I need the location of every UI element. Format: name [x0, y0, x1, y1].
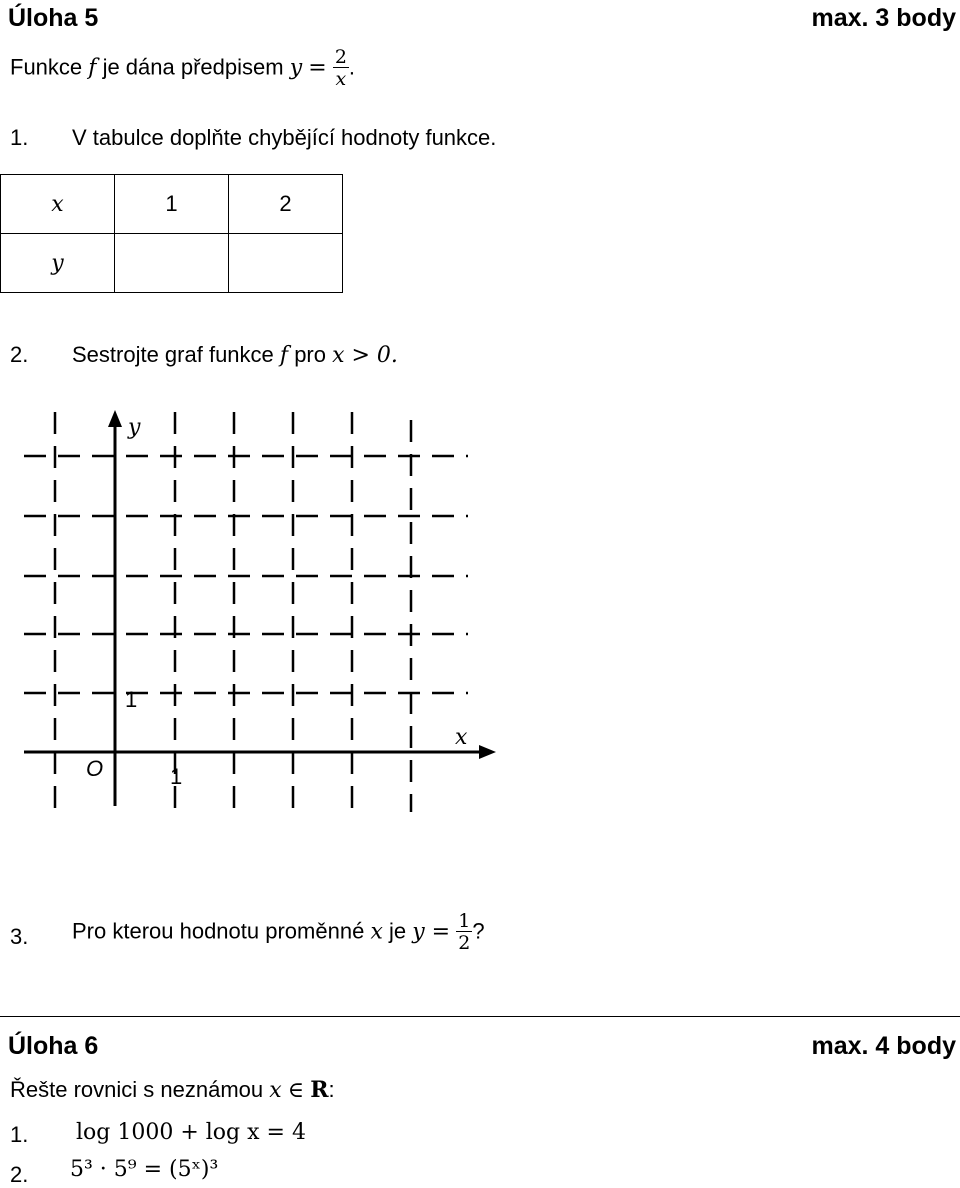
y-tick-label: 1	[125, 687, 138, 712]
task5-points: max. 3 body	[811, 4, 956, 32]
task6-q2-equation: 5³ · 5⁹ = (5ˣ)³	[70, 1157, 219, 1182]
table-y-value-2[interactable]	[229, 234, 343, 293]
task5-intro	[10, 48, 355, 89]
y-axis-arrow-icon	[108, 410, 122, 427]
q2-number: 2.	[10, 342, 29, 367]
task6-intro-text: Řešte rovnici s neznámou	[10, 1077, 264, 1102]
q2-pro: pro	[294, 342, 326, 367]
intro-y: y	[289, 55, 303, 81]
q3-text	[72, 912, 485, 953]
table-y-value-1[interactable]	[115, 234, 229, 293]
q1-text: V tabulce doplňte chybějící hodnoty funkce.	[72, 125, 497, 150]
q2-condition: x > 0.	[332, 343, 398, 368]
task6-points: max. 4 body	[811, 1032, 956, 1060]
table-x-value-2: 2	[229, 175, 343, 234]
task6-intro-x: x	[269, 1078, 282, 1103]
q2-text-main: Sestrojte graf funkce	[72, 342, 274, 367]
q3-end: ?	[472, 918, 485, 944]
intro-f: f	[88, 55, 97, 81]
task6-q1-number: 1.	[10, 1122, 29, 1147]
x-axis-arrow-icon	[479, 745, 496, 759]
table-x-value-1: 1	[115, 175, 229, 234]
intro-mid: je dána předpisem	[102, 54, 284, 80]
intro-end: .	[348, 54, 356, 80]
q3-y: y =	[412, 919, 451, 945]
q3-je: je	[388, 918, 407, 944]
x-tick-label: 1	[170, 764, 183, 789]
task6-intro-end: :	[328, 1077, 335, 1102]
q3-x: x	[370, 919, 383, 945]
table-row-x	[1, 175, 343, 234]
q3-fraction-denominator: 2	[458, 932, 471, 954]
y-axis-label: y	[128, 415, 141, 440]
q3-text-main: Pro kterou hodnotu proměnné	[72, 918, 365, 944]
q3-fraction-numerator: 1	[458, 910, 471, 932]
x-axis-label: x	[455, 725, 468, 750]
table-y-label: y	[1, 234, 115, 293]
q3-number: 3.	[10, 924, 29, 949]
task6-q1-equation: log 1000 + log x = 4	[76, 1120, 306, 1145]
graph-grid[interactable]	[0, 400, 520, 830]
intro-fraction	[333, 48, 349, 89]
fraction-numerator: 2	[334, 46, 347, 68]
fraction-denominator: x	[335, 68, 347, 90]
table-x-label: x	[1, 175, 115, 234]
task6-intro-in: ∈	[287, 1078, 305, 1103]
q1-number: 1.	[10, 125, 29, 150]
q3-fraction	[456, 912, 472, 953]
task6-intro-R: R	[310, 1077, 329, 1103]
q2-f: f	[279, 343, 289, 368]
intro-prefix: Funkce	[10, 54, 83, 80]
table-row-y	[1, 234, 343, 293]
origin-label: O	[86, 756, 104, 781]
intro-eq: =	[308, 55, 327, 81]
task6-title: Úloha 6	[8, 1032, 99, 1060]
task6-intro	[10, 1077, 335, 1103]
section-divider	[0, 1016, 960, 1017]
task6-q2-number: 2.	[10, 1162, 29, 1187]
q2-text	[72, 342, 398, 368]
task5-title: Úloha 5	[8, 4, 99, 32]
values-table	[0, 174, 343, 293]
